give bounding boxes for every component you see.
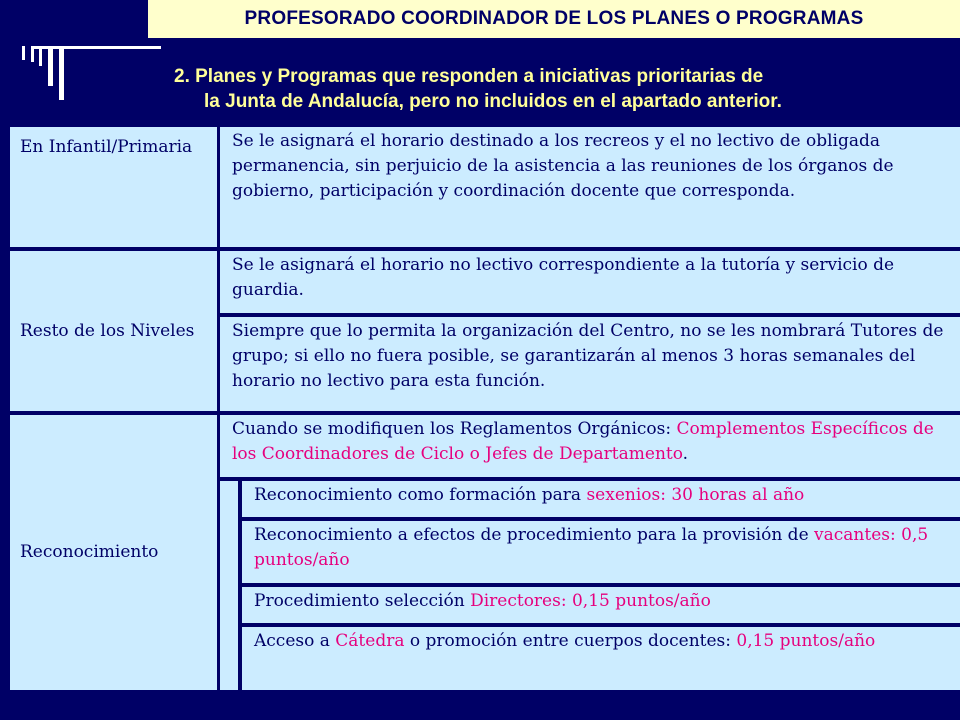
info-table bbox=[10, 127, 960, 690]
item3-highlight: Directores: 0,15 puntos/año bbox=[470, 591, 711, 611]
section-subtitle bbox=[174, 64, 954, 114]
item4-highlight-catedra: Cátedra bbox=[335, 631, 405, 651]
row-label-infantil: En Infantil/Primaria bbox=[10, 127, 217, 247]
recognition-item-sexenios bbox=[242, 481, 960, 517]
row-text-resto-1: Se le asignará el horario no lectivo correspondiente a la tutoría y servicio de guardia. bbox=[220, 251, 960, 313]
item2-text: Reconocimiento a efectos de procedimiento para la provisión de bbox=[254, 525, 815, 545]
item1-text: Reconocimiento como formación para bbox=[254, 485, 587, 505]
recognition-item-vacantes bbox=[242, 521, 960, 583]
item1-highlight: sexenios: 30 horas al año bbox=[586, 485, 805, 505]
decorative-bars bbox=[22, 46, 162, 126]
page-title: PROFESORADO COORDINADOR DE LOS PLANES O PROGRAMAS bbox=[148, 0, 960, 38]
subtitle-line-1: 2. Planes y Programas que responden a iniciativas prioritarias de bbox=[174, 66, 764, 87]
row-label-resto-text: Resto de los Niveles bbox=[20, 320, 195, 341]
row-text-reconocimiento-intro bbox=[220, 415, 960, 477]
row-text-infantil: Se le asignará el horario destinado a los recreos y el no lectivo de obligada permanencia, sin perjuicio de la asistencia a las reuniones de los órganos de gobierno, participación y coordinación docente que corresponda. bbox=[220, 127, 960, 247]
intro-text-a: Cuando se modifiquen los Reglamentos Orgánicos: bbox=[232, 419, 677, 439]
item4-highlight-puntos: 0,15 puntos/año bbox=[736, 631, 876, 651]
row-label-reconocimiento-text: Reconocimiento bbox=[20, 542, 159, 562]
intro-text-c: . bbox=[682, 444, 689, 464]
recognition-item-directores bbox=[242, 587, 960, 623]
row-text-resto-2: Siempre que lo permita la organización del Centro, no se les nombrará Tutores de grupo; si ello no fuera posible, se garantizarán al menos 3 horas semanales del horario no lectivo para esta función. bbox=[220, 317, 960, 411]
item2-highlight: vacantes: 0,5 puntos/año bbox=[254, 525, 929, 570]
row-label-resto bbox=[10, 251, 217, 411]
nested-spacer-cell bbox=[220, 481, 238, 690]
intro-highlight: Complementos Específicos de los Coordinadores de Ciclo o Jefes de Departamento bbox=[232, 419, 934, 464]
item4-text-c: o promoción entre cuerpos docentes: bbox=[404, 631, 737, 651]
item3-text: Procedimiento selección bbox=[254, 591, 471, 611]
recognition-item-catedra bbox=[242, 627, 960, 690]
subtitle-line-2: la Junta de Andalucía, pero no incluidos en el apartado anterior. bbox=[204, 91, 782, 112]
item4-text-a: Acceso a bbox=[254, 631, 336, 651]
row-label-reconocimiento bbox=[10, 415, 217, 690]
